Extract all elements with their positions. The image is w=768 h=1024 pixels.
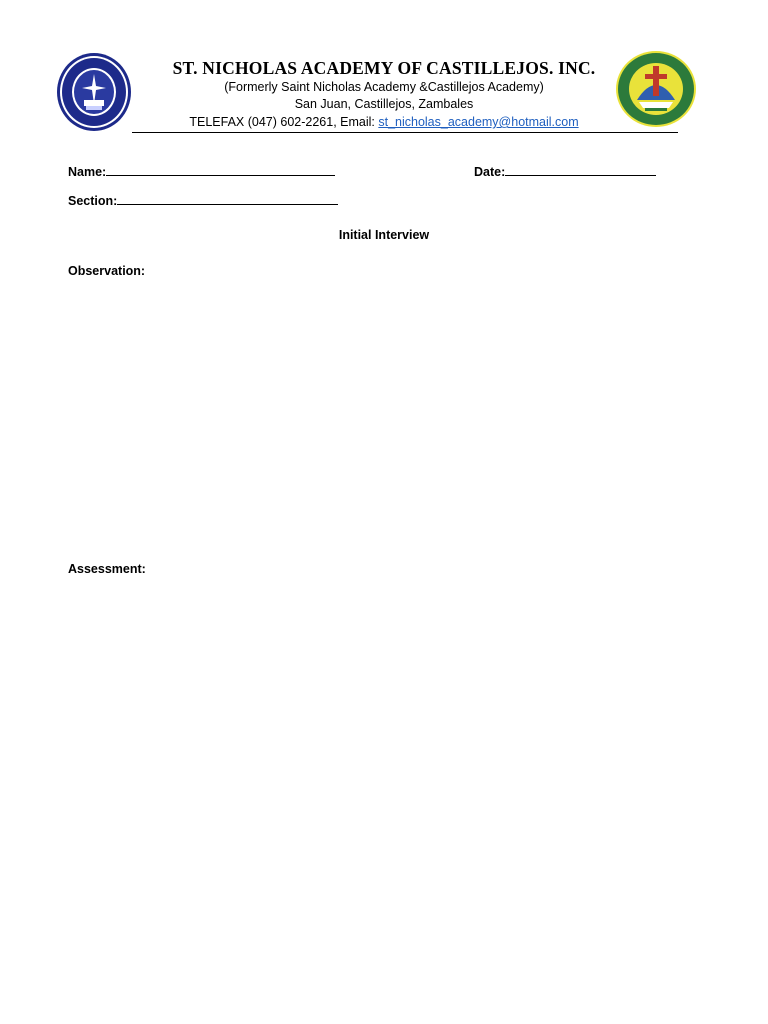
- section-field: [68, 194, 338, 208]
- date-blank[interactable]: [505, 165, 656, 176]
- date-field: [474, 165, 656, 179]
- email-link[interactable]: st_nicholas_academy@hotmail.com: [378, 115, 579, 129]
- name-label: Name:: [68, 165, 107, 179]
- assessment-label: Assessment:: [68, 562, 146, 576]
- former-name: (Formerly Saint Nicholas Academy &Castillejos Academy): [224, 80, 544, 94]
- name-field: [68, 165, 335, 179]
- section-blank[interactable]: [117, 194, 338, 205]
- observation-label: Observation:: [68, 264, 146, 278]
- section-label: Section:: [68, 194, 118, 208]
- header-divider: [132, 132, 678, 133]
- telefax-text: TELEFAX (047) 602-2261, Email:: [189, 115, 379, 129]
- school-address: San Juan, Castillejos, Zambales: [294, 97, 474, 111]
- school-name: ST. NICHOLAS ACADEMY OF CASTILLEJOS. INC.: [172, 58, 596, 78]
- contact-line: [0, 115, 768, 129]
- name-blank[interactable]: [106, 165, 335, 176]
- form-title: Initial Interview: [338, 228, 430, 242]
- date-label: Date:: [474, 165, 506, 179]
